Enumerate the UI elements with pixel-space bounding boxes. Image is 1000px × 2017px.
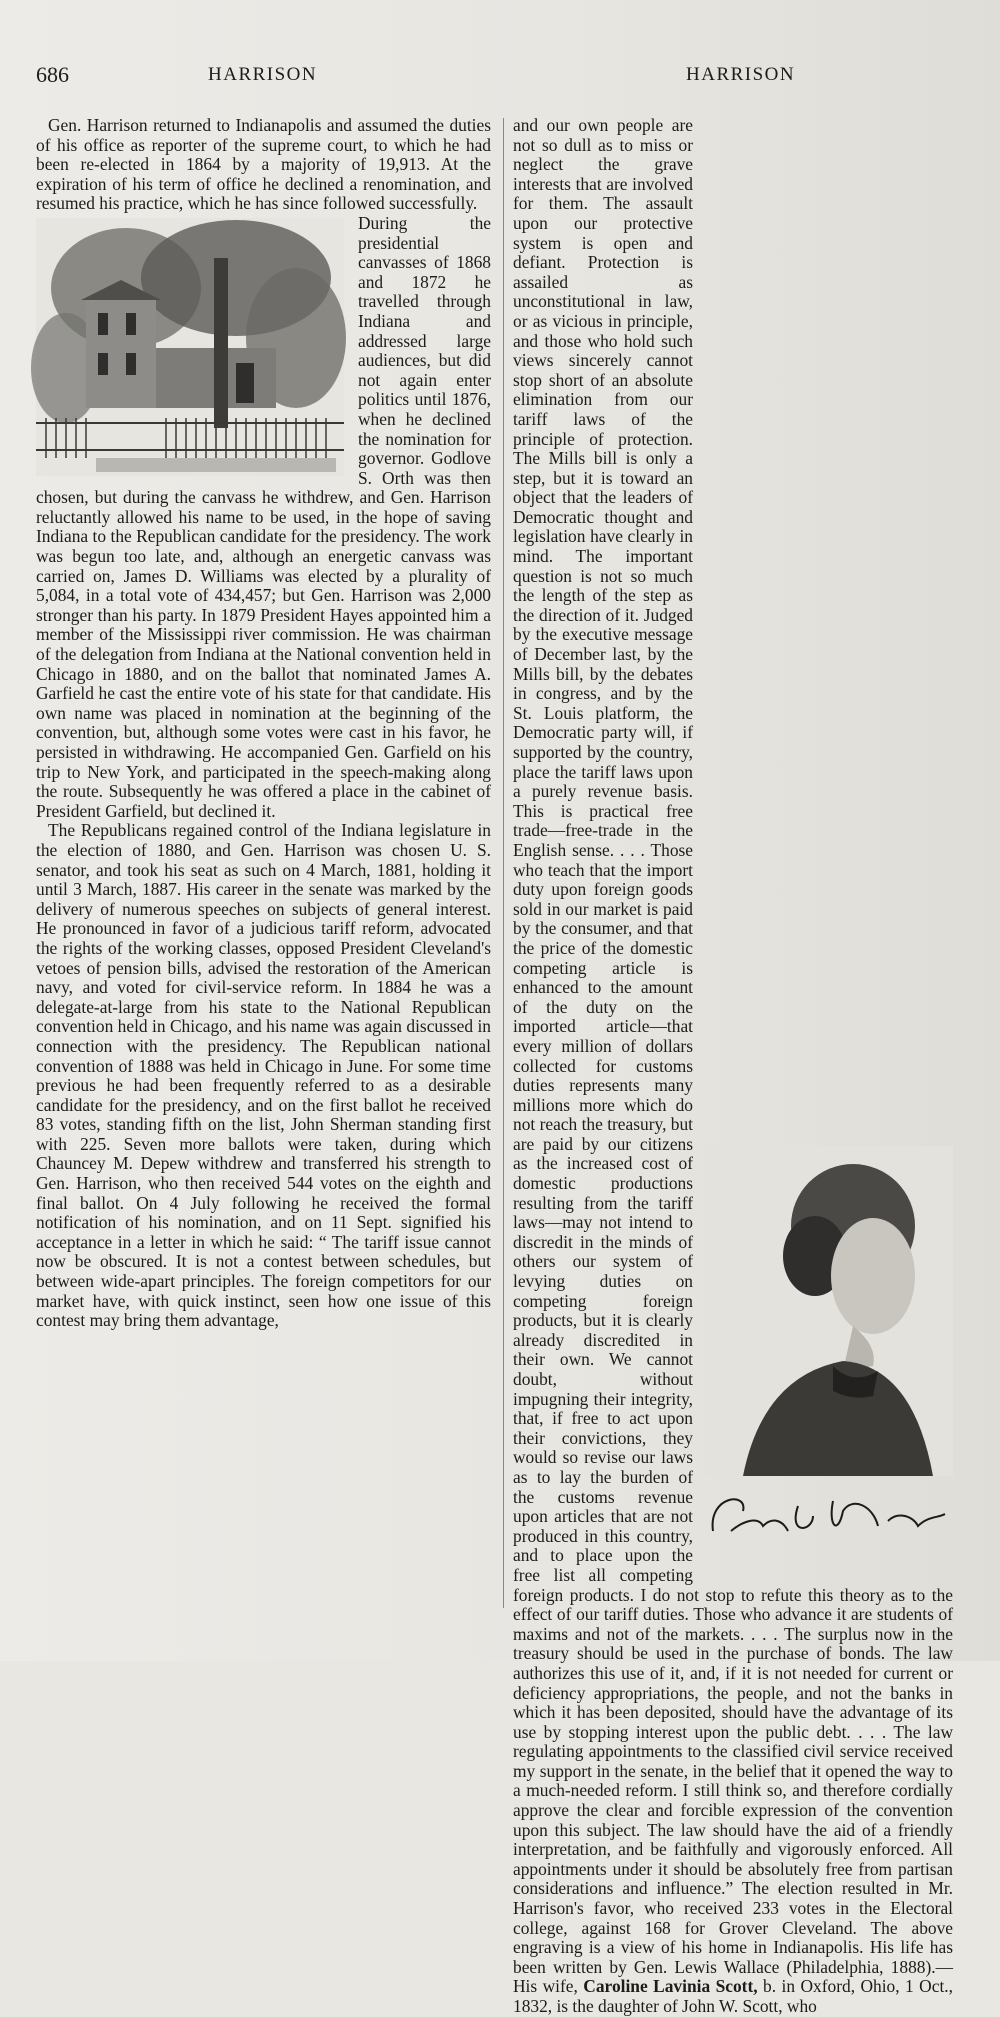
right-paragraph-1 [513, 116, 953, 2017]
left-paragraph-1b: During the presidential canvasses of 1868 and 1872 he travelled through Indiana and addressed large audiences, but did not again enter politics until 1876, when he declined the nomination for governor. Godlove S. Orth was then chosen, but during the canvass he withdrew, and Gen. Harrison reluctantly allowed his name to be used, in the hope of saving Indiana to the Republican candidate for the presidency. The work was begun too late, and, although an energetic canvass was carried on, James D. Williams was elected by a plurality of 5,084, in a total vote of 434,457; but Gen. Harrison was 2,000 stronger than his party. In 1879 President Hayes appointed him a member of the Mississippi river commission. He was chairman of the delegation from Indiana at the National convention held in Chicago in 1880, and on the ballot that nominated James A. Garfield he cast the entire vote of his state for that candidate. His own name was placed in nomination at the beginning of the convention, but, although some votes were cast in his favor, he persisted in withdrawing. He accompanied Gen. Garfield on his trip to New York, and participated in the speech-making along the route. Subsequently he was offered a place in the cabinet of President Garfield, but declined it. [36, 212, 491, 821]
left-column [36, 116, 491, 1331]
portrait-block [703, 1146, 953, 1566]
portrait-engraving [703, 1146, 953, 1476]
right-column [513, 116, 953, 2017]
caroline-scott-text: b. in Oxford, Ohio, 1 Oct., 1832, is the daughter of John W. Scott, who [513, 1976, 953, 2016]
house-engraving [36, 218, 344, 476]
page-number: 686 [36, 62, 69, 87]
left-paragraph-2: The Republicans regained control of the Indiana legislature in the election of 1880, and Gen. Harrison was chosen U. S. senator, and took his seat as such on 4 March, 1881, holding it until 3 March, 1887. His career in the senate was marked by the delivery of numerous speeches on subjects of general interest. He pronounced in favor of a judicious tariff reform, advocated the rights of the working classes, opposed President Cleveland's vetoes of pension bills, advised the restoration of the American navy, and voted for civil-service reform. In 1884 he was a delegate-at-large from his state to the National Republican convention held in Chicago, and his name was again discussed in connection with the presidency. The Republican national convention of 1888 was held in Chicago in June. For some time previous he had been frequently referred to as a desirable candidate for the presidency, and on the first ballot he received 83 votes, standing fifth on the list, John Sherman standing first with 225. Seven more ballots were taken, during which Chauncey M. Depew withdrew and transferred his strength to Gen. Harrison, who then received 544 votes on the eighth and final ballot. On 4 July following he received the formal notification of his nomination, and on 11 Sept. signified his acceptance in a letter in which he said: “ The tariff issue cannot now be obscured. It is not a contest between schedules, but between wide-apart principles. The foreign competitors for our market have, with quick instinct, seen how one issue of this contest may bring them advantage, [36, 820, 491, 1331]
column-divider [503, 118, 504, 1608]
house-engraving-svg [36, 218, 344, 476]
caroline-scott-name: Caroline Lavinia Scott, [583, 1976, 758, 1997]
running-head-left: HARRISON [208, 64, 318, 85]
left-paragraph-1a: Gen. Harrison returned to Indianapolis and assumed the duties of his office as reporter of the supreme court, to which he had been re-elected in 1864 by a majority of 19,913. At the expiration of his term of office he declined a renomination, and resumed his practice, which he has since followed successfully. [36, 115, 491, 214]
running-head-right: HARRISON [686, 64, 796, 85]
signature [703, 1476, 953, 1556]
right-paragraph-1-text: and our own people are not so dull as to miss or neglect the grave interests that are involved for them. The assault upon our protective system is open and defiant. Protection is assailed as unconstitutional in law, or as vicious in principle, and those who hold such views sincerely cannot stop short of an absolute elimination from our tariff laws of the principle of protection. The Mills bill is only a step, but it is toward an object that the leaders of Democratic thought and legislation have clearly in mind. The important question is not so much the length of the step as the direction of it. Judged by the executive message of December last, by the Mills bill, by the debates in congress, and by the St. Louis platform, the Democratic party will, if supported by the country, place the tariff laws upon a purely revenue basis. This is practical free trade—free-trade in the English sense. . . . Those who teach that the import duty upon foreign goods sold in our market is paid by the consumer, and that the price of the domestic competing article is enhanced to the amount of the duty on the imported article—that every million of dollars collected for customs duties represents many millions more which do not reach the treasury, but are paid by our citizens as the increased cost of domestic productions resulting from the tariff laws—may not intend to discredit in the minds of others our system of levying duties on competing foreign products, but it is clearly already discredited in their own. We cannot doubt, without impugning their integrity, that, if free to act upon their convictions, they would so revise our laws as to lay the burden of the customs revenue upon articles that are not produced in this country, and to place upon the free list all competing foreign products. I do not stop to refute this theory as to the effect of our tariff duties. Those who advance it are students of maxims and not of the markets. . . . The surplus now in the treasury should be used in the purchase of bonds. The law authorizes this use of it, and, if it is not needed for current or deficiency appropriations, the people, and not the banks in which it has been deposited, should have the advantage of its use by stopping interest upon the public debt. . . . The law regulating appointments to the classified civil service received my support in the senate, in the belief that it opened the way to a much-needed reform. I still think so, and therefore cordially approve the clear and forcible expression of the convention upon this subject. The law should have the aid of a friendly interpretation, and be faithfully and vigorously enforced. All appointments under it should be absolutely free from partisan considerations and influence.” The election resulted in Mr. Harrison's favor, who received 233 votes in the Electoral college, against 168 for Grover Cleveland. The above engraving is a view of his home in Indianapolis. His life has been written by Gen. Lewis Wallace (Philadelphia, 1888).—His wife, [513, 115, 953, 1997]
